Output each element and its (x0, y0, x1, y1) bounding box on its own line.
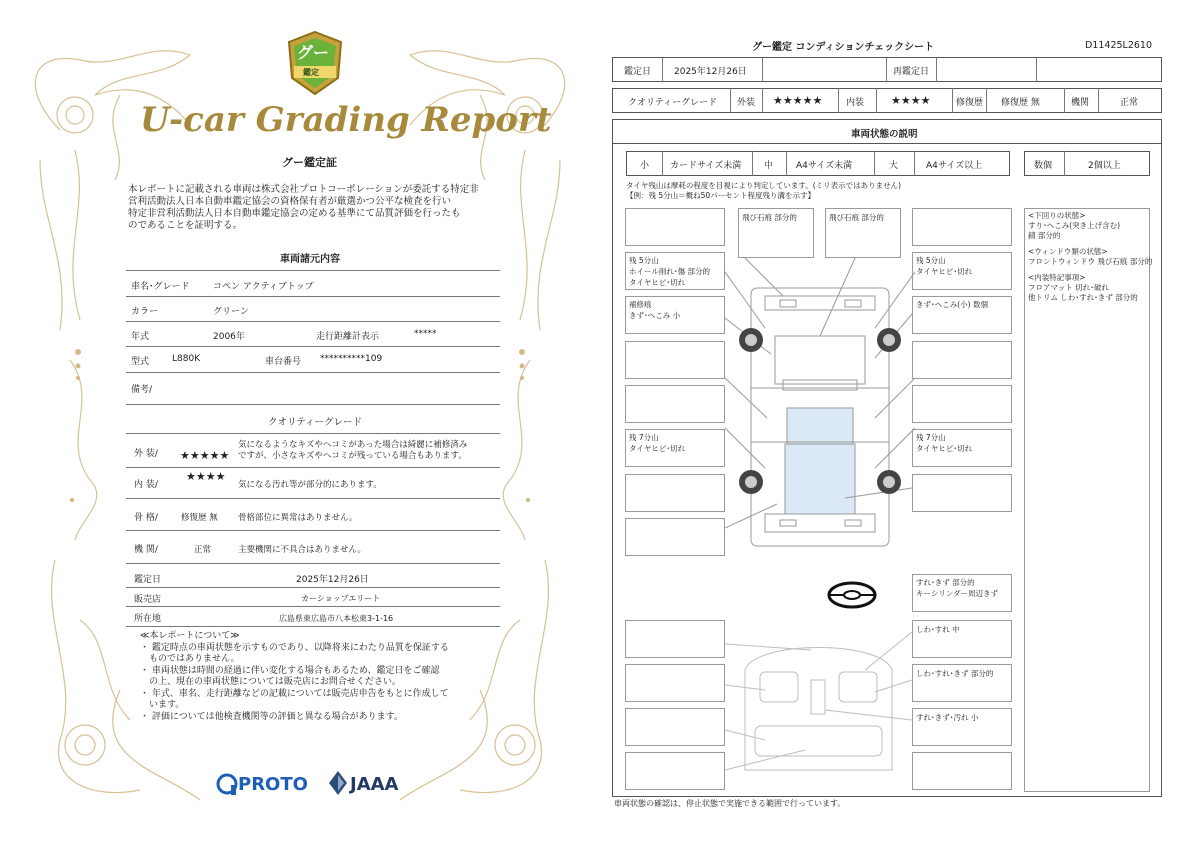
spec-section-title: 車両諸元内容 (280, 254, 340, 265)
interior-description: 気になる汚れ等が部分的にあります。 (238, 480, 382, 490)
interior-label: 内 装/ (134, 480, 158, 490)
reappraisal-date-label: 再鑑定日 (893, 67, 930, 77)
rear-right-tire-note: 残 7分山 タイヤヒビ･切れ (916, 433, 973, 453)
left-repair-note: 補修痕 きず･へこみ 小 (629, 300, 681, 320)
right-repair-value: 修復歴 無 (1001, 98, 1040, 108)
right-repair-label: 修復歴 (956, 98, 984, 108)
frame-label: 骨 格/ (134, 513, 158, 523)
document-id: D11425L2610 (1085, 40, 1153, 51)
right-interior-stars: ★★★★ (891, 94, 931, 107)
right-exterior-stars: ★★★★★ (773, 94, 823, 107)
right-exterior-label: 外装 (737, 98, 756, 108)
engine-label: 機 関/ (134, 545, 158, 555)
rear-left-tire-note: 残 7分山 タイヤヒビ･切れ (629, 433, 686, 453)
engine-description: 主要機関に不具合はありません。 (238, 545, 367, 555)
note-box-left-8 (625, 518, 725, 556)
address-label: 所在地 (134, 614, 162, 624)
side-notes: <下回りの状態> すり･へこみ(突き上げ含む) 錆 部分的 <ウィンドウ類の状態> フロントウィンドウ 飛び石痕 部分的 <内装特記事項> フロアマット 切れ･破れ 他トリム しわ･すれ･きず 部分的 (1028, 211, 1153, 302)
legend-small-desc: カードサイズ未満 (670, 161, 742, 171)
sheet-footer-note: 車両状態の確認は、停止状態で実施できる範囲で行っています。 (614, 799, 846, 808)
chassis-label: 車台番号 (265, 357, 302, 367)
dealer-value: カーショップエリート (301, 594, 381, 603)
right-date-value: 2025年12月26日 (674, 67, 747, 77)
right-scratch-note: きず･へこみ(小) 数個 (916, 300, 988, 309)
dealer-label: 販売店 (134, 595, 162, 605)
badge-top-text: グー (297, 43, 330, 62)
front-top-note-1: 飛び石痕 部分的 (742, 213, 797, 222)
tire-note-2: 【例：残 5分山＝概ね50パーセント程度残り溝を示す】 (626, 191, 816, 200)
right-engine-label: 機関 (1071, 98, 1090, 108)
proto-logo-icon (216, 773, 238, 795)
legend-medium-desc: A4サイズ未満 (796, 161, 853, 171)
engine-value: 正常 (194, 545, 212, 555)
right-engine-value: 正常 (1120, 98, 1139, 108)
note-box-left-5 (625, 385, 725, 423)
jaaa-logo-icon (328, 770, 348, 796)
front-right-tire-note: 残 5分山 タイヤヒビ･切れ (916, 256, 973, 276)
frame-value: 修復歴 無 (181, 513, 218, 523)
jaaa-logo-text: JAAA (350, 774, 399, 795)
appraisal-date-label: 鑑定日 (134, 575, 162, 585)
car-interior-diagram (725, 630, 912, 790)
front-left-tire-note: 残 5分山 ホイール削れ･傷 部分的 タイヤヒビ･切れ (629, 256, 710, 287)
interior-note-1: しわ･すれ 中 (916, 625, 960, 634)
appraisal-date-value: 2025年12月26日 (296, 575, 369, 585)
year-value: 2006年 (213, 332, 245, 342)
note-box-right-5 (912, 385, 1012, 423)
certificate-intro: 本レポートに記載される車両は株式会社プロトコーポレーションが委託する特定非 営利活動法人日本自動車鑑定協会の資格保有者が厳選かつ公平な検査を行い 特定非営利活動法人日本自動車鑑定協会の定める基準にて品質評価を行ったも のであることを証明する。 (128, 184, 479, 231)
note-box-left-1 (625, 208, 725, 246)
tire-note-1: タイヤ残山は摩耗の程度を目視により判定しています。(ミリ表示ではありません) (626, 181, 902, 190)
model-label: 型式 (131, 357, 150, 367)
about-report-notes: ≪本レポートについて≫ ・ 鑑定時点の車両状態を示すものであり、以降将来にわたり品質を保証する ものではありません。 ・ 車両状態は時間の経過に伴い変化する場合もあるため、鑑定日をご確認 の上、現在の車両状態については販売店にお問合せください。 ・ 年式、車名、走行距離などの記載については販売店申告をもとに作成して います。 ・ 評価については他検査機関等の評価と異なる場合があります。 (140, 631, 449, 722)
note-box-int-left-1 (625, 620, 725, 658)
right-interior-label: 内装 (846, 98, 865, 108)
color-value: グリーン (213, 307, 249, 317)
quality-grade-title: クオリティーグレード (268, 417, 363, 428)
legend-large: 大 (889, 161, 899, 171)
proto-logo-text: PROTO (238, 774, 308, 795)
note-box-left-4 (625, 341, 725, 379)
note-box-int-left-2 (625, 664, 725, 702)
car-exterior-diagram (725, 258, 915, 558)
front-top-note-2: 飛び石痕 部分的 (829, 213, 884, 222)
mileage-label: 走行距離計表示 (316, 332, 380, 342)
legend-count: 数個 (1034, 161, 1053, 171)
chassis-value: **********109 (320, 354, 383, 364)
note-box-int-left-4 (625, 752, 725, 790)
legend-medium: 中 (764, 161, 774, 171)
year-label: 年式 (131, 332, 150, 342)
exterior-label: 外 装/ (134, 449, 158, 459)
mileage-value: ***** (414, 329, 437, 339)
interior-stars: ★★★★ (186, 470, 226, 483)
note-box-left-7 (625, 474, 725, 512)
note-box-right-1 (912, 208, 1012, 246)
remarks-label: 備考/ (131, 385, 153, 395)
steering-wheel-icon (826, 580, 878, 610)
model-value: L880K (172, 354, 201, 364)
steering-note: すれ･きず 部分的 キーシリンダー周辺きず (916, 578, 999, 598)
legend-large-desc: A4サイズ以上 (926, 161, 983, 171)
right-date-label: 鑑定日 (624, 67, 652, 77)
exterior-description: 気になるようなキズやヘコミがあった場合は綺麗に補修済み ですが、小さなキズやヘコミが残っている場合もあります。 (238, 440, 468, 461)
exterior-stars: ★★★★★ (180, 449, 230, 462)
interior-note-3: すれ･きず･汚れ 小 (916, 713, 979, 722)
address-value: 広島県東広島市八本松東3-1-16 (279, 614, 394, 623)
certificate-title: グー鑑定証 (282, 156, 337, 169)
car-name-value: コペン アクティブトップ (213, 282, 314, 292)
note-box-right-7 (912, 474, 1012, 512)
note-box-int-left-3 (625, 708, 725, 746)
note-box-int-right-4 (912, 752, 1012, 790)
frame-description: 骨格部位に異常はありません。 (238, 513, 358, 523)
legend-small: 小 (640, 161, 650, 171)
right-quality-label: クオリティーグレード (628, 98, 718, 108)
condition-section-title: 車両状態の説明 (851, 129, 918, 140)
color-label: カラー (131, 307, 159, 317)
note-box-right-4 (912, 341, 1012, 379)
badge-bottom-text: 鑑定 (303, 68, 319, 77)
script-title: U-car Grading Report (140, 100, 552, 140)
sheet-title: グー鑑定 コンディションチェックシート (752, 42, 935, 53)
car-name-label: 車名･グレード (131, 282, 190, 292)
interior-note-2: しわ･すれ･きず 部分的 (916, 669, 994, 678)
legend-count-desc: 2個以上 (1088, 161, 1121, 171)
